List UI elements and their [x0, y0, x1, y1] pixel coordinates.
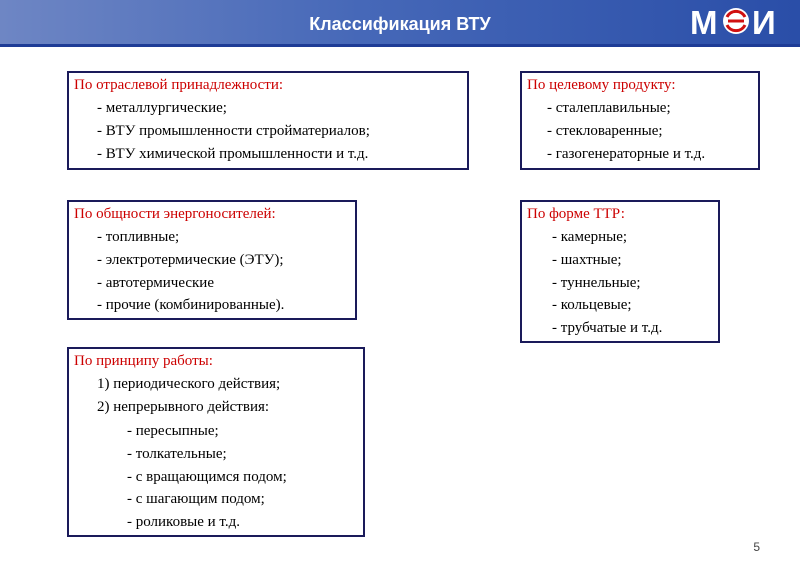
box-energy-carriers-item: - автотермические — [97, 275, 214, 291]
box-ttr-form-item: - кольцевые; — [552, 297, 632, 313]
box-ttr-form-heading: По форме ТТР: — [527, 206, 625, 222]
box-operating-principle-subitem: - толкательные; — [127, 446, 227, 462]
box-industry-heading: По отраслевой принадлежности: — [74, 77, 284, 93]
box-operating-principle-subitem: - с шагающим подом; — [127, 491, 265, 507]
box-ttr-form-item: - трубчатые и т.д. — [552, 320, 663, 336]
box-energy-carriers-item: - топливные; — [97, 229, 180, 245]
page-number: 5 — [753, 540, 760, 554]
box-target-product-heading: По целевому продукту: — [527, 77, 676, 93]
box-operating-principle-heading: По принципу работы: — [74, 353, 213, 369]
box-industry-item: - металлургические; — [97, 100, 227, 116]
box-target-product — [520, 71, 760, 170]
header-underline — [0, 44, 800, 47]
slide-title: Классификация ВТУ — [309, 14, 491, 34]
box-ttr-form-item: - камерные; — [552, 229, 628, 245]
box-ttr-form-item: - туннельные; — [552, 275, 641, 291]
logo-letter-m: М — [690, 4, 718, 38]
box-operating-principle-item: 1) периодического действия; — [97, 376, 281, 392]
logo-e-mark-icon — [723, 8, 749, 34]
box-operating-principle — [67, 347, 365, 537]
box-energy-carriers-heading: По общности энергоносителей: — [74, 206, 276, 222]
box-energy-carriers-item: - прочие (комбинированные). — [97, 297, 285, 313]
box-energy-carriers-item: - электротермические (ЭТУ); — [97, 252, 284, 268]
box-industry-item: - ВТУ химической промышленности и т.д. — [97, 146, 369, 162]
box-operating-principle-subitem: - роликовые и т.д. — [127, 514, 240, 530]
box-ttr-form — [520, 200, 720, 343]
box-target-product-item: - сталеплавильные; — [547, 100, 671, 116]
box-industry-item: - ВТУ промышленности стройматериалов; — [97, 123, 370, 139]
box-energy-carriers — [67, 200, 357, 320]
box-target-product-item: - стекловаренные; — [547, 123, 663, 139]
box-operating-principle-subitem: - пересыпные; — [127, 423, 219, 439]
box-operating-principle-item: 2) непрерывного действия: — [97, 399, 270, 415]
box-ttr-form-item: - шахтные; — [552, 252, 622, 268]
mei-logo — [690, 4, 790, 38]
box-industry — [67, 71, 469, 170]
box-operating-principle-subitem: - с вращающимся подом; — [127, 469, 287, 485]
box-target-product-item: - газогенераторные и т.д. — [547, 146, 706, 162]
logo-letter-i: И — [752, 4, 776, 38]
